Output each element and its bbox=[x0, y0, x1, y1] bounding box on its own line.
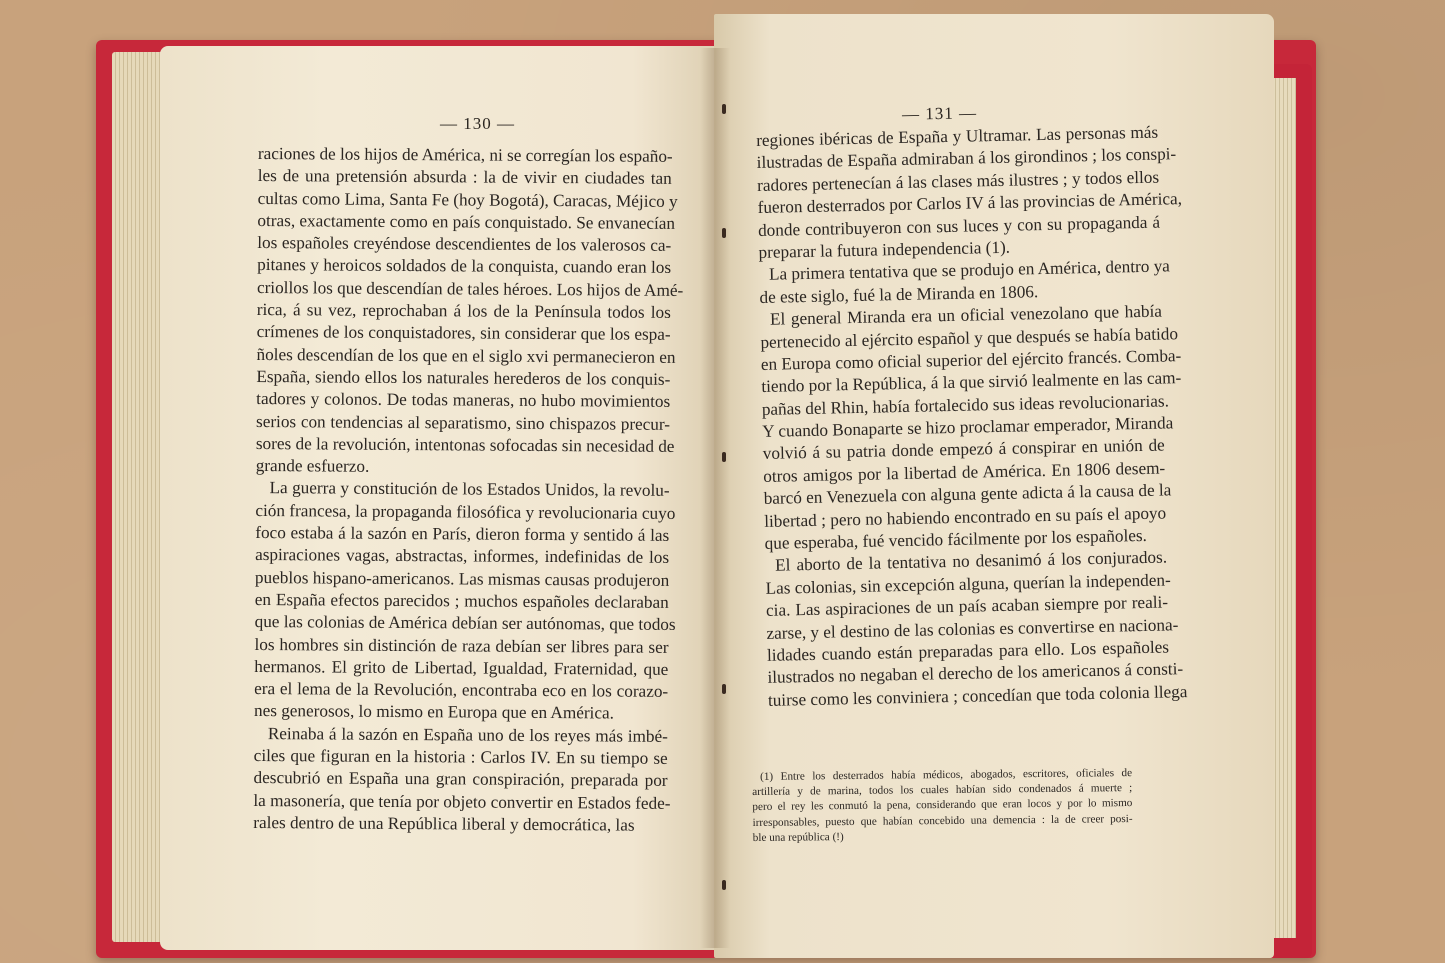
text-line: barcó en Venezuela con alguna gente adicta á la causa de la bbox=[763, 480, 1172, 509]
text-line: libertad ; pero no habiendo encontrado en su país el apoyo bbox=[763, 503, 1167, 531]
text-line: los españoles creyéndose descendientes de los valerosos ca- bbox=[257, 233, 672, 256]
right-page-number: — 131 — bbox=[901, 103, 978, 124]
text-line: tiendo por la República, á la que sirvió lealmente en las cam- bbox=[761, 368, 1182, 397]
text-line: nes generosos, lo mismo en Europa que en América. bbox=[253, 701, 614, 723]
right-page-text bbox=[756, 122, 1188, 712]
text-line: los hombres sin distinción de raza debían ser libres para ser bbox=[254, 634, 669, 657]
text-line: La primera tentativa que se produjo en América, dentro ya bbox=[768, 256, 1171, 285]
text-line: El aborto de la tentativa no desanimó á los conjurados. bbox=[774, 547, 1168, 576]
text-line: era el lema de la Revolución, encontraba eco en los corazo- bbox=[254, 679, 669, 702]
footnote bbox=[752, 766, 1133, 846]
text-line: regiones ibéricas de España y Ultramar. Las personas más bbox=[756, 122, 1159, 150]
text-line: Reinaba á la sazón en España uno de los reyes más imbé- bbox=[267, 723, 668, 746]
text-line: irresponsables, puesto que habían concebido una demencia : la de creer posi- bbox=[752, 812, 1133, 829]
text-line: crímenes de los conquistadores, sin considerar que los espa- bbox=[256, 322, 671, 345]
text-line: cultas como Lima, Santa Fe (hoy Bogotá), Caracas, Méjico y bbox=[257, 188, 678, 211]
text-line: tadores y colonos. De todas maneras, no hubo movimientos bbox=[256, 389, 671, 412]
text-line: preparar la futura independencia (1). bbox=[758, 237, 1011, 262]
text-line: fueron desterrados por Carlos IV á las provincias de América, bbox=[757, 189, 1183, 218]
text-line: en España efectos parecidos ; muchos españoles declaraban bbox=[254, 589, 669, 612]
text-line: hermanos. El grito de Libertad, Igualdad, Fraternidad, que bbox=[254, 656, 669, 679]
binding-stitch bbox=[722, 880, 726, 890]
text-line: pertenecido al ejército español y que después se había batido bbox=[760, 323, 1179, 352]
text-line: ciles que figuran en la historia : Carlos IV. En su tiempo se bbox=[253, 746, 668, 768]
book-gutter bbox=[700, 48, 730, 948]
text-line: grande esfuerzo. bbox=[255, 456, 370, 476]
text-line: cia. Las aspiraciones de un país acaban siempre por reali- bbox=[765, 592, 1169, 621]
text-line: foco estaba á la sazón en París, dieron forma y sentido á las bbox=[255, 523, 670, 545]
text-line: criollos los que descendían de tales héroes. Los hijos de Amé- bbox=[256, 277, 684, 300]
text-line: serios con tendencias al separatismo, sino chispazos precur- bbox=[255, 411, 671, 434]
text-line: radores pertenecían á las clases más ilustres ; y todos ellos bbox=[756, 167, 1160, 195]
text-line: ble una república (!) bbox=[752, 830, 844, 844]
text-line: El general Miranda era un oficial venezolano que había bbox=[769, 301, 1163, 329]
binding-stitch bbox=[722, 452, 726, 462]
binding-stitch bbox=[722, 104, 726, 114]
text-line: ilustrados no negaban el derecho de los americanos á consti- bbox=[767, 659, 1184, 688]
binding-stitch bbox=[722, 684, 726, 694]
text-line: pero el rey les conmutó la pena, considerando que eran locos y por lo mismo bbox=[752, 797, 1133, 814]
text-line: tuirse como les conviniera ; concedían que toda colonia llega bbox=[767, 681, 1188, 710]
text-line: en Europa como oficial superior del ejército francés. Comba- bbox=[760, 346, 1182, 374]
text-line: Las colonias, sin excepción alguna, querían la independen- bbox=[765, 570, 1171, 598]
text-line: que las colonias de América debían ser autónomas, que todos bbox=[254, 612, 676, 635]
text-line: volvió á su patria donde empezó á conspirar en unión de bbox=[762, 435, 1165, 464]
text-line: donde contribuyeron con sus luces y con su propaganda á bbox=[757, 212, 1161, 240]
text-line: otros amigos por la libertad de América. En 1806 desem- bbox=[763, 458, 1166, 486]
text-line: pañas del Rhin, había fortalecido sus ideas revolucionarias. bbox=[761, 391, 1170, 419]
text-line: La guerra y constitución de los Estados Unidos, la revolu- bbox=[269, 478, 670, 501]
text-line: otras, exactamente como en país conquistado. Se envanecían bbox=[257, 210, 676, 233]
text-line: raciones de los hijos de América, ni se corregían los españo- bbox=[257, 143, 673, 166]
text-line: ción francesa, la propaganda filosófica y revolucionaria cuyo bbox=[255, 500, 676, 523]
text-line: artillería y de marina, todos los cuales habían sido condenados á muerte ; bbox=[752, 782, 1133, 799]
text-line: España, siendo ellos los naturales herederos de los conquis- bbox=[256, 366, 671, 389]
text-line: ilustradas de España admiraban á los girondinos ; los conspi- bbox=[756, 144, 1177, 173]
text-line: ñoles descendían de los que en el siglo xvi permanecieron en bbox=[256, 344, 676, 367]
text-line: Y cuando Bonaparte se hizo proclamar emperador, Miranda bbox=[762, 413, 1174, 442]
text-line: sores de la revolución, intentonas sofocadas sin necesidad de bbox=[255, 433, 675, 456]
text-line: de este siglo, fué la de Miranda en 1806. bbox=[759, 281, 1039, 307]
text-line: pitanes y heroicos soldados de la conquista, cuando eran los bbox=[257, 255, 672, 278]
text-line: aspiraciones vagas, abstractas, informes, indefinidas de los bbox=[255, 545, 670, 568]
text-line: la masonería, que tenía por objeto convertir en Estados fede- bbox=[253, 790, 671, 813]
text-line: pueblos hispano-americanos. Las mismas causas produjeron bbox=[254, 567, 670, 590]
text-line: les de una pretensión absurda : la de vivir en ciudades tan bbox=[257, 166, 672, 189]
text-line: que esperaba, fué vencido fácilmente por los españoles. bbox=[764, 525, 1148, 553]
left-page-number: — 130 — bbox=[440, 114, 515, 133]
text-line: zarse, y el destino de las colonias es convertirse en naciona- bbox=[766, 614, 1179, 643]
binding-stitch bbox=[722, 228, 726, 238]
text-line: lidades cuando están preparadas para ello. Los españoles bbox=[766, 637, 1170, 665]
text-line: rales dentro de una República liberal y democrática, las bbox=[253, 812, 635, 835]
text-line: (1) Entre los desterrados había médicos, abogados, escritores, oficiales de bbox=[760, 767, 1133, 783]
text-line: descubrió en España una gran conspiración, preparada por bbox=[253, 768, 668, 791]
left-page-text bbox=[253, 143, 684, 837]
text-line: rica, á su vez, reprochaban á los de la Península todos los bbox=[256, 300, 671, 322]
